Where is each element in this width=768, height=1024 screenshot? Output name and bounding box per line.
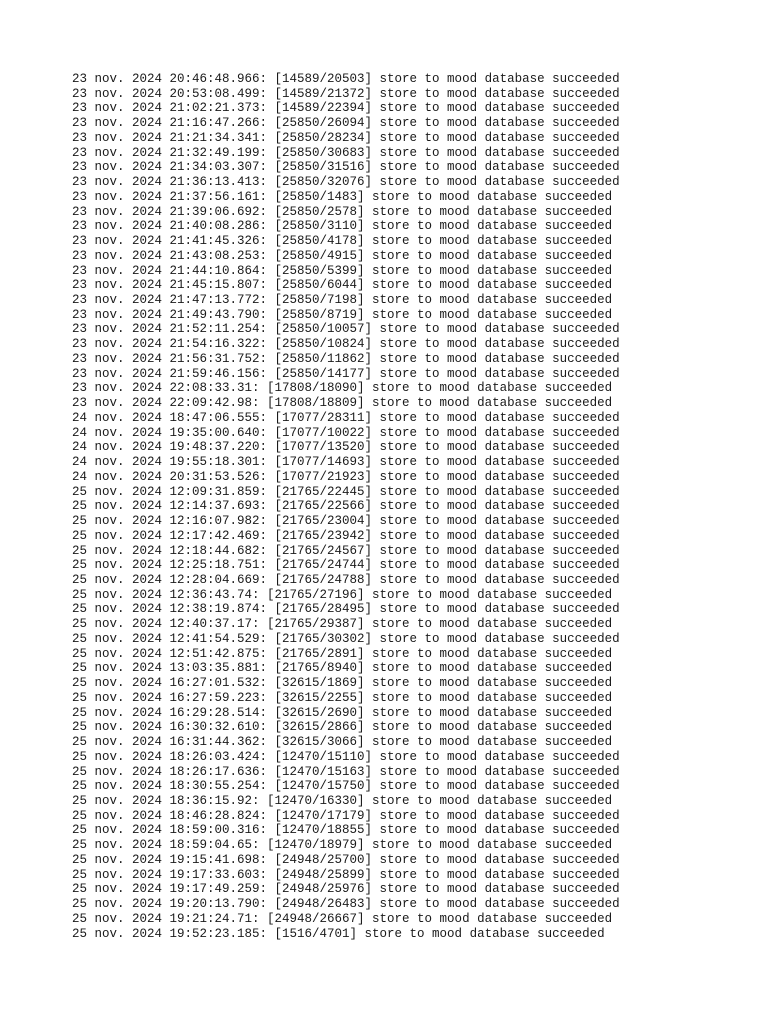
log-line: 23 nov. 2024 20:46:48.966: [14589/20503] store to mood database succeeded [72,72,620,86]
log-line: 25 nov. 2024 16:29:28.514: [32615/2690] store to mood database succeeded [72,705,613,720]
log-line: 24 nov. 2024 19:55:18.301: [17077/14693] store to mood database succeeded [72,455,620,470]
log-line: 23 nov. 2024 22:09:42.98: [17808/18809] store to mood database succeeded [72,396,613,411]
log-line: 25 nov. 2024 16:30:32.610: [32615/2866] store to mood database succeeded [72,720,613,735]
log-line: 25 nov. 2024 12:38:19.874: [21765/28495] store to mood database succeeded [72,602,620,617]
log-line: 23 nov. 2024 21:41:45.326: [25850/4178] store to mood database succeeded [72,234,613,249]
log-line: 25 nov. 2024 19:17:49.259: [24948/25976] store to mood database succeeded [72,882,620,897]
log-line: 25 nov. 2024 18:30:55.254: [12470/15750] store to mood database succeeded [72,779,620,794]
log-line: 25 nov. 2024 18:36:15.92: [12470/16330] store to mood database succeeded [72,793,613,808]
log-line: 23 nov. 2024 21:36:13.413: [25850/32076] store to mood database succeeded [72,175,620,190]
log-line: 23 nov. 2024 21:16:47.266: [25850/26094] store to mood database succeeded [72,116,620,131]
log-line: 25 nov. 2024 12:17:42.469: [21765/23942] store to mood database succeeded [72,528,620,543]
log-line: 25 nov. 2024 13:03:35.881: [21765/8940] store to mood database succeeded [72,661,613,676]
log-line: 23 nov. 2024 21:21:34.341: [25850/28234] store to mood database succeeded [72,130,620,145]
log-line: 25 nov. 2024 18:59:00.316: [12470/18855] store to mood database succeeded [72,823,620,838]
log-line: 23 nov. 2024 20:53:08.499: [14589/21372] store to mood database succeeded [72,86,620,101]
log-line: 24 nov. 2024 19:48:37.220: [17077/13520] store to mood database succeeded [72,440,620,455]
log-line: 25 nov. 2024 19:52:23.185: [1516/4701] store to mood database succeeded [72,926,605,941]
log-line: 25 nov. 2024 12:18:44.682: [21765/24567] store to mood database succeeded [72,543,620,558]
log-line: 25 nov. 2024 12:16:07.982: [21765/23004] store to mood database succeeded [72,514,620,529]
log-line: 23 nov. 2024 21:32:49.199: [25850/30683] store to mood database succeeded [72,145,620,160]
log-line: 25 nov. 2024 12:25:18.751: [21765/24744] store to mood database succeeded [72,558,620,573]
log-line: 23 nov. 2024 21:52:11.254: [25850/10057] store to mood database succeeded [72,322,620,337]
log-line: 23 nov. 2024 21:02:21.373: [14589/22394] store to mood database succeeded [72,101,620,116]
log-line: 25 nov. 2024 18:59:04.65: [12470/18979] store to mood database succeeded [72,838,613,853]
log-output [72,72,620,941]
log-line: 23 nov. 2024 21:44:10.864: [25850/5399] store to mood database succeeded [72,263,613,278]
log-line: 25 nov. 2024 12:36:43.74: [21765/27196] store to mood database succeeded [72,587,613,602]
log-line: 24 nov. 2024 20:31:53.526: [17077/21923] store to mood database succeeded [72,469,620,484]
log-line: 25 nov. 2024 16:27:01.532: [32615/1869] store to mood database succeeded [72,676,613,691]
log-line: 25 nov. 2024 18:26:03.424: [12470/15110] store to mood database succeeded [72,749,620,764]
log-line: 25 nov. 2024 19:17:33.603: [24948/25899] store to mood database succeeded [72,867,620,882]
log-line: 23 nov. 2024 21:56:31.752: [25850/11862] store to mood database succeeded [72,351,620,366]
log-line: 23 nov. 2024 21:39:06.692: [25850/2578] store to mood database succeeded [72,204,613,219]
log-line: 23 nov. 2024 22:08:33.31: [17808/18090] store to mood database succeeded [72,381,613,396]
log-line: 23 nov. 2024 21:37:56.161: [25850/1483] store to mood database succeeded [72,189,613,204]
log-line: 23 nov. 2024 21:43:08.253: [25850/4915] store to mood database succeeded [72,248,613,263]
log-line: 25 nov. 2024 12:40:37.17: [21765/29387] store to mood database succeeded [72,617,613,632]
log-line: 25 nov. 2024 18:26:17.636: [12470/15163] store to mood database succeeded [72,764,620,779]
log-line: 25 nov. 2024 12:41:54.529: [21765/30302] store to mood database succeeded [72,631,620,646]
log-line: 25 nov. 2024 19:21:24.71: [24948/26667] store to mood database succeeded [72,911,613,926]
log-line: 23 nov. 2024 21:47:13.772: [25850/7198] store to mood database succeeded [72,293,613,308]
log-line: 23 nov. 2024 21:54:16.322: [25850/10824] store to mood database succeeded [72,337,620,352]
log-line: 23 nov. 2024 21:40:08.286: [25850/3110] store to mood database succeeded [72,219,613,234]
log-line: 23 nov. 2024 21:45:15.807: [25850/6044] store to mood database succeeded [72,278,613,293]
log-line: 25 nov. 2024 12:14:37.693: [21765/22566] store to mood database succeeded [72,499,620,514]
log-line: 25 nov. 2024 16:31:44.362: [32615/3066] store to mood database succeeded [72,735,613,750]
log-line: 25 nov. 2024 12:28:04.669: [21765/24788] store to mood database succeeded [72,572,620,587]
log-line: 23 nov. 2024 21:59:46.156: [25850/14177] store to mood database succeeded [72,366,620,381]
log-line: 25 nov. 2024 19:15:41.698: [24948/25700] store to mood database succeeded [72,852,620,867]
log-line: 25 nov. 2024 16:27:59.223: [32615/2255] store to mood database succeeded [72,690,613,705]
log-line: 24 nov. 2024 18:47:06.555: [17077/28311] store to mood database succeeded [72,410,620,425]
log-line: 25 nov. 2024 12:51:42.875: [21765/2891] store to mood database succeeded [72,646,613,661]
log-line: 25 nov. 2024 12:09:31.859: [21765/22445] store to mood database succeeded [72,484,620,499]
log-line: 23 nov. 2024 21:34:03.307: [25850/31516] store to mood database succeeded [72,160,620,175]
log-line: 24 nov. 2024 19:35:00.640: [17077/10022] store to mood database succeeded [72,425,620,440]
log-line: 25 nov. 2024 18:46:28.824: [12470/17179] store to mood database succeeded [72,808,620,823]
log-line: 25 nov. 2024 19:20:13.790: [24948/26483] store to mood database succeeded [72,897,620,912]
log-line: 23 nov. 2024 21:49:43.790: [25850/8719] store to mood database succeeded [72,307,613,322]
